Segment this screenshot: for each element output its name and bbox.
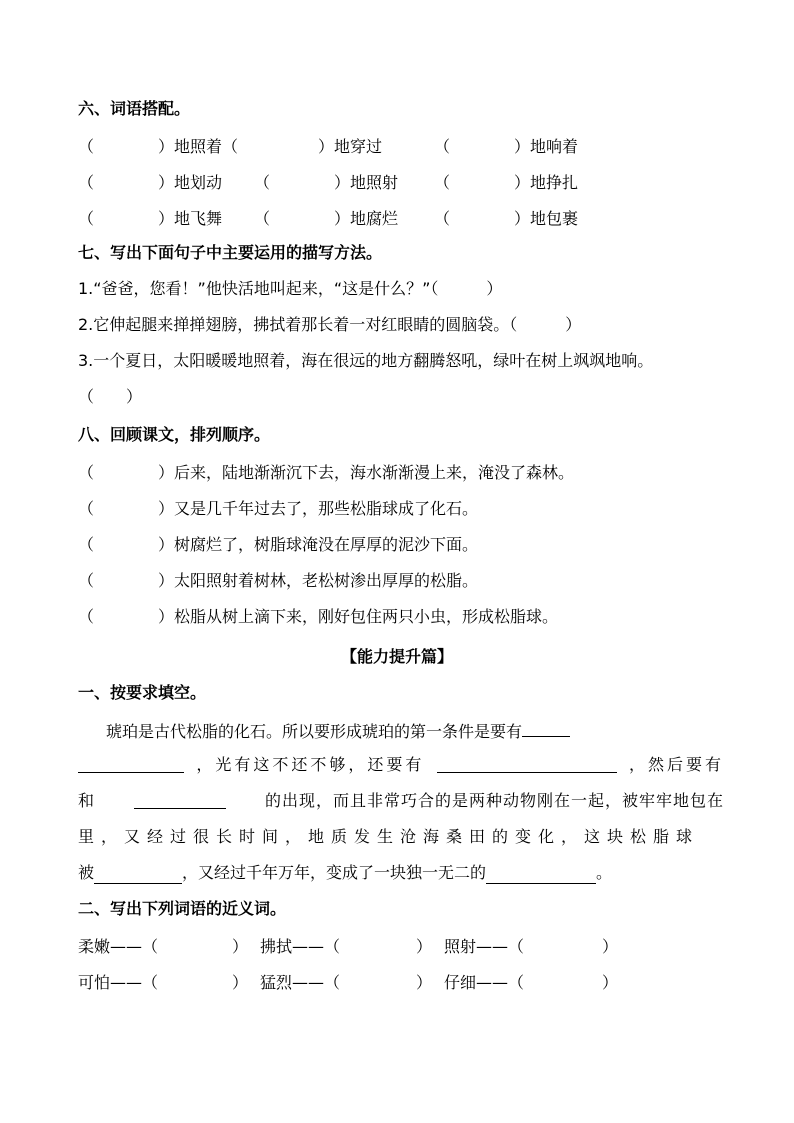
- paren-open: （: [78, 571, 95, 590]
- match-item: ）地响着: [514, 137, 579, 156]
- paren-close: ）: [232, 937, 249, 956]
- synonym-word: 仔细——（: [444, 973, 525, 992]
- order-text: 松脂从树上滴下来，刚好包住两只小虫，形成松脂球。: [174, 607, 559, 626]
- paren-close: ）: [158, 463, 175, 482]
- paren-open: （: [78, 607, 95, 626]
- synonym-word: 拂拭——（: [260, 937, 341, 956]
- sec7-item-3-answer: （ ）: [78, 387, 143, 406]
- ability-section-1-title: 一、按要求填空。: [78, 683, 207, 702]
- blank-5[interactable]: [94, 865, 182, 884]
- sec7-item-1: 1.“爸爸，您看！”他快活地叫起来，“这是什么？”（ ）: [78, 279, 503, 298]
- paren-open: （: [78, 463, 95, 482]
- match-item: ）地飞舞: [158, 209, 223, 228]
- section-6-title: 六、词语搭配。: [78, 99, 191, 118]
- fill-line-4: 里，又经过很长时间，地质发生沧海桑田的变化，这块松脂球: [78, 827, 700, 846]
- blank-2[interactable]: [78, 754, 184, 773]
- paren-close: ）: [158, 535, 175, 554]
- paren-close: ）: [158, 571, 175, 590]
- order-text: 树腐烂了，树脂球淹没在厚厚的泥沙下面。: [174, 535, 479, 554]
- match-item: ）地腐烂: [334, 209, 399, 228]
- paren: （: [434, 137, 451, 156]
- blank-1[interactable]: [522, 718, 570, 737]
- fill-line-2: [78, 754, 724, 776]
- fill-text: 被: [78, 863, 95, 882]
- match-item: ）地挣扎: [514, 173, 579, 192]
- blank-6[interactable]: [486, 865, 596, 884]
- fill-text: ，光有这不还不够，还要有: [196, 755, 425, 774]
- paren-close: ）: [232, 973, 249, 992]
- paren-close: ）: [416, 973, 433, 992]
- sec7-item-2: 2.它伸起腿来掸掸翅膀，拂拭着那长着一对红眼睛的圆脑袋。（ ）: [78, 315, 582, 334]
- paren: （: [434, 209, 451, 228]
- fill-line-5: [78, 862, 724, 884]
- order-text: 太阳照射着树林，老松树渗出厚厚的松脂。: [174, 571, 479, 590]
- synonym-word: 猛烈——（: [260, 973, 341, 992]
- section-7-title: 七、写出下面句子中主要运用的描写方法。: [78, 243, 383, 262]
- match-item: ）地照着（: [158, 137, 239, 156]
- paren: （: [434, 173, 451, 192]
- fill-text: 。: [596, 863, 613, 882]
- order-text: 后来，陆地渐渐沉下去，海水渐渐漫上来，淹没了森林。: [174, 463, 575, 482]
- paren-close: ）: [602, 937, 619, 956]
- match-item: ）地划动: [158, 173, 223, 192]
- synonym-word: 照射——（: [444, 937, 525, 956]
- paren: （: [78, 209, 95, 228]
- paren: （: [254, 209, 271, 228]
- fill-line-1: [106, 718, 570, 743]
- sec7-item-3: 3.一个夏日，太阳暖暖地照着，海在很远的地方翻腾怒吼，绿叶在树上飒飒地响。: [78, 351, 654, 370]
- fill-text: 和: [78, 791, 95, 810]
- paren-close: ）: [158, 607, 175, 626]
- section-8-title: 八、回顾课文，排列顺序。: [78, 425, 271, 444]
- synonym-word: 可怕——（: [78, 973, 159, 992]
- match-item: ）地包裹: [514, 209, 579, 228]
- fill-text: ，又经过千年万年，变成了一块独一无二的: [182, 863, 487, 882]
- order-text: 又是几千年过去了，那些松脂球成了化石。: [174, 499, 479, 518]
- fill-text: 琥珀是古代松脂的化石。所以要形成琥珀的第一条件是要有: [106, 722, 523, 741]
- fill-text: ，然后要有: [628, 755, 724, 774]
- blank-4[interactable]: [134, 790, 226, 809]
- fill-line-3: [78, 790, 724, 812]
- paren: （: [78, 173, 95, 192]
- paren: （: [254, 173, 271, 192]
- paren-close: ）: [158, 499, 175, 518]
- match-item: ）地穿过: [318, 137, 383, 156]
- paren-open: （: [78, 535, 95, 554]
- paren-open: （: [78, 499, 95, 518]
- blank-3[interactable]: [437, 754, 617, 773]
- ability-section-2-title: 二、写出下列词语的近义词。: [78, 899, 287, 918]
- match-item: ）地照射: [334, 173, 399, 192]
- ability-heading: 【能力提升篇】: [340, 647, 453, 666]
- paren-close: ）: [416, 937, 433, 956]
- fill-text: 的出现，而且非常巧合的是两种动物刚在一起，被牢牢地包在: [264, 791, 724, 810]
- paren: （: [78, 137, 95, 156]
- paren-close: ）: [602, 973, 619, 992]
- synonym-word: 柔嫩——（: [78, 937, 159, 956]
